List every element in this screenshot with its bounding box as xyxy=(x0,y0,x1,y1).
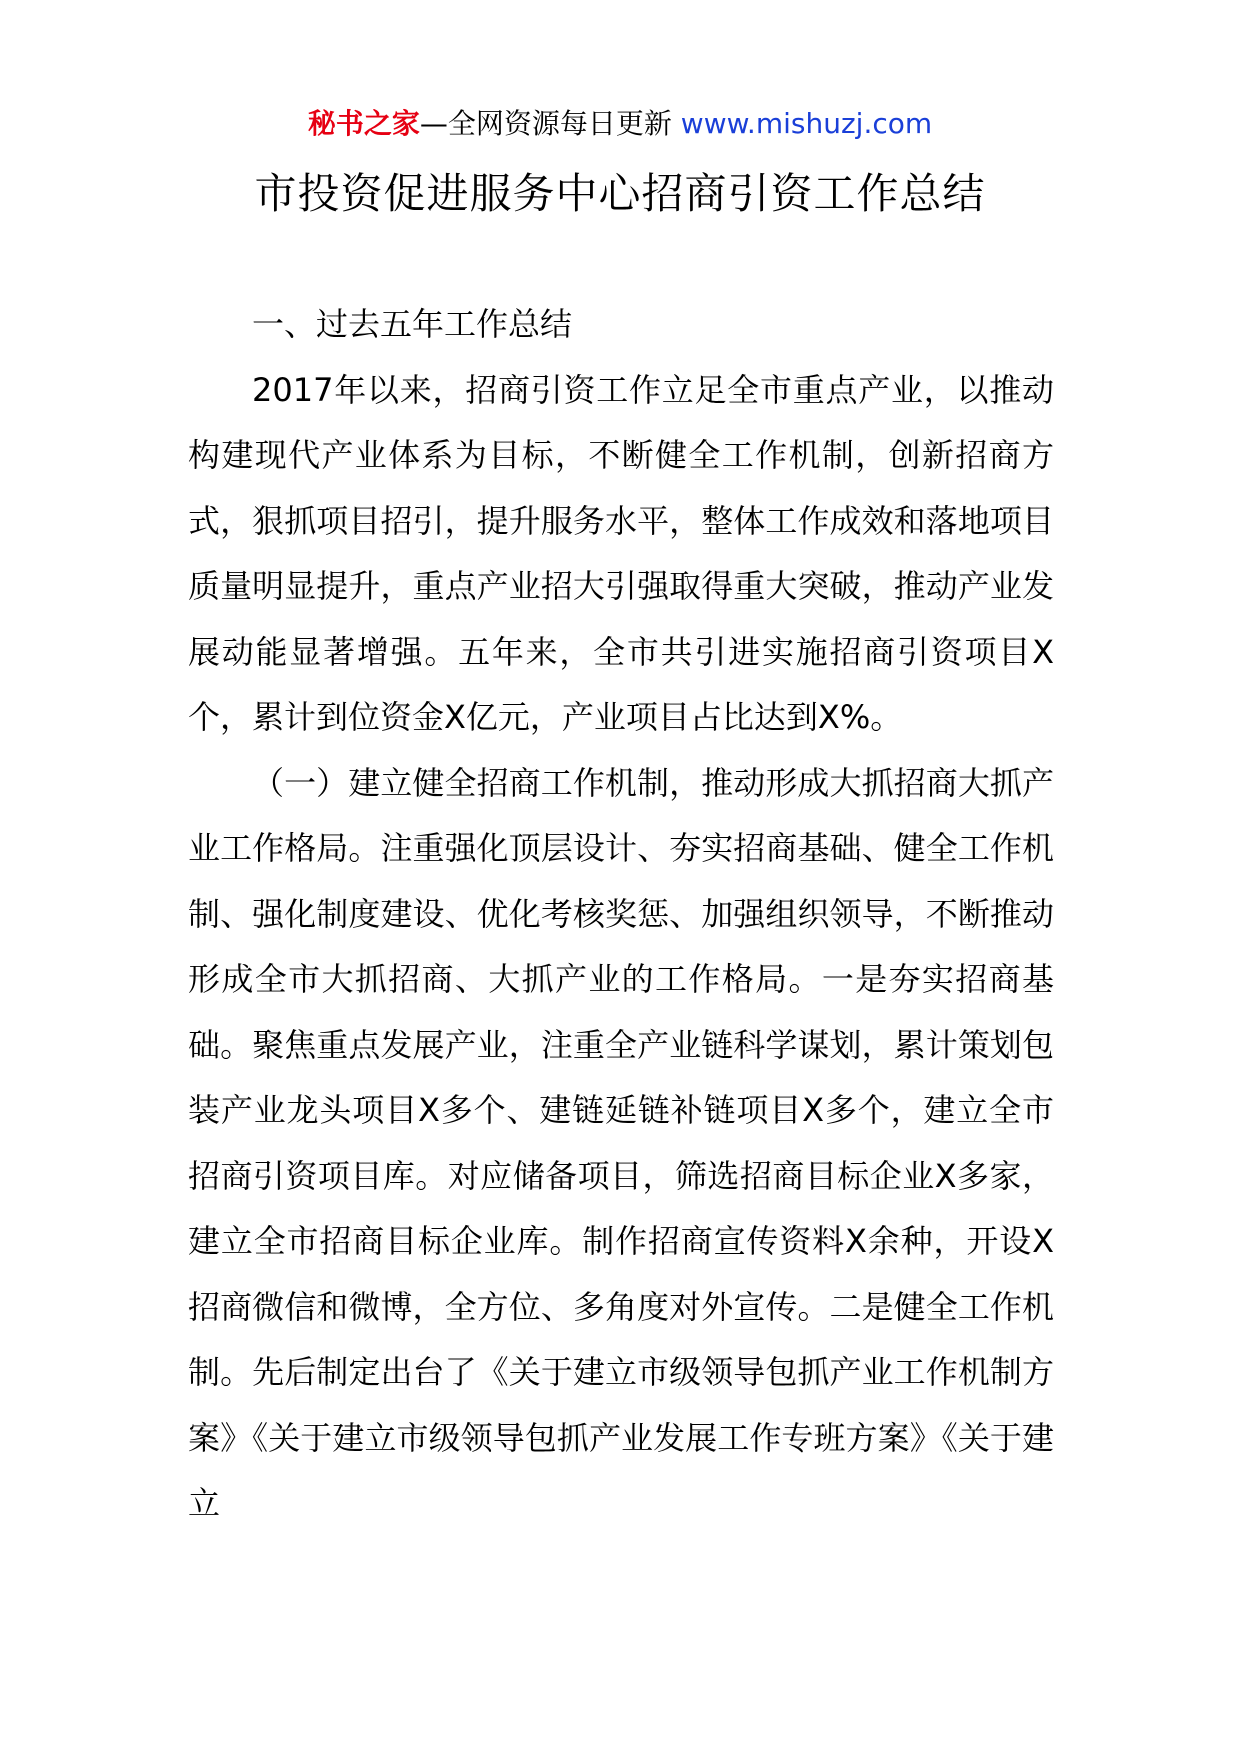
site-header xyxy=(0,104,1240,144)
site-slogan: —全网资源每日更新 xyxy=(419,107,672,140)
paragraph-1: 2017年以来，招商引资工作立足全市重点产业，以推动构建现代产业体系为目标，不断健全工作机制，创新招商方式，狠抓项目招引，提升服务水平，整体工作成效和落地项目质量明显提升，重点产业招大引强取得重大突破，推动产业发展动能显著增强。五年来，全市共引进实施招商引资项目X个，累计到位资金X亿元，产业项目占比达到X%。 xyxy=(188,370,1054,736)
paragraph-2: （一）建立健全招商工作机制，推动形成大抓招商大抓产业工作格局。注重强化顶层设计、夯实招商基础、健全工作机制、强化制度建设、优化考核奖惩、加强组织领导，不断推动形成全市大抓招商、大抓产业的工作格局。一是夯实招商基础。聚焦重点发展产业，注重全产业链科学谋划，累计策划包装产业龙头项目X多个、建链延链补链项目X多个，建立全市招商引资项目库。对应储备项目，筛选招商目标企业X多家，建立全市招商目标企业库。制作招商宣传资料X余种，开设X招商微信和微博，全方位、多角度对外宣传。二是健全工作机制。先后制定出台了《关于建立市级领导包抓产业工作机制方案》《关于建立市级领导包抓产业发展工作专班方案》《关于建立 xyxy=(188,763,1054,1522)
section-heading-1: 一、过去五年工作总结 xyxy=(252,305,573,343)
site-url-link[interactable]: www.mishuzj.com xyxy=(680,107,933,140)
document-body xyxy=(188,292,1054,1537)
document-title: 市投资促进服务中心招商引资工作总结 xyxy=(254,169,986,218)
site-brand: 秘书之家 xyxy=(307,107,420,140)
